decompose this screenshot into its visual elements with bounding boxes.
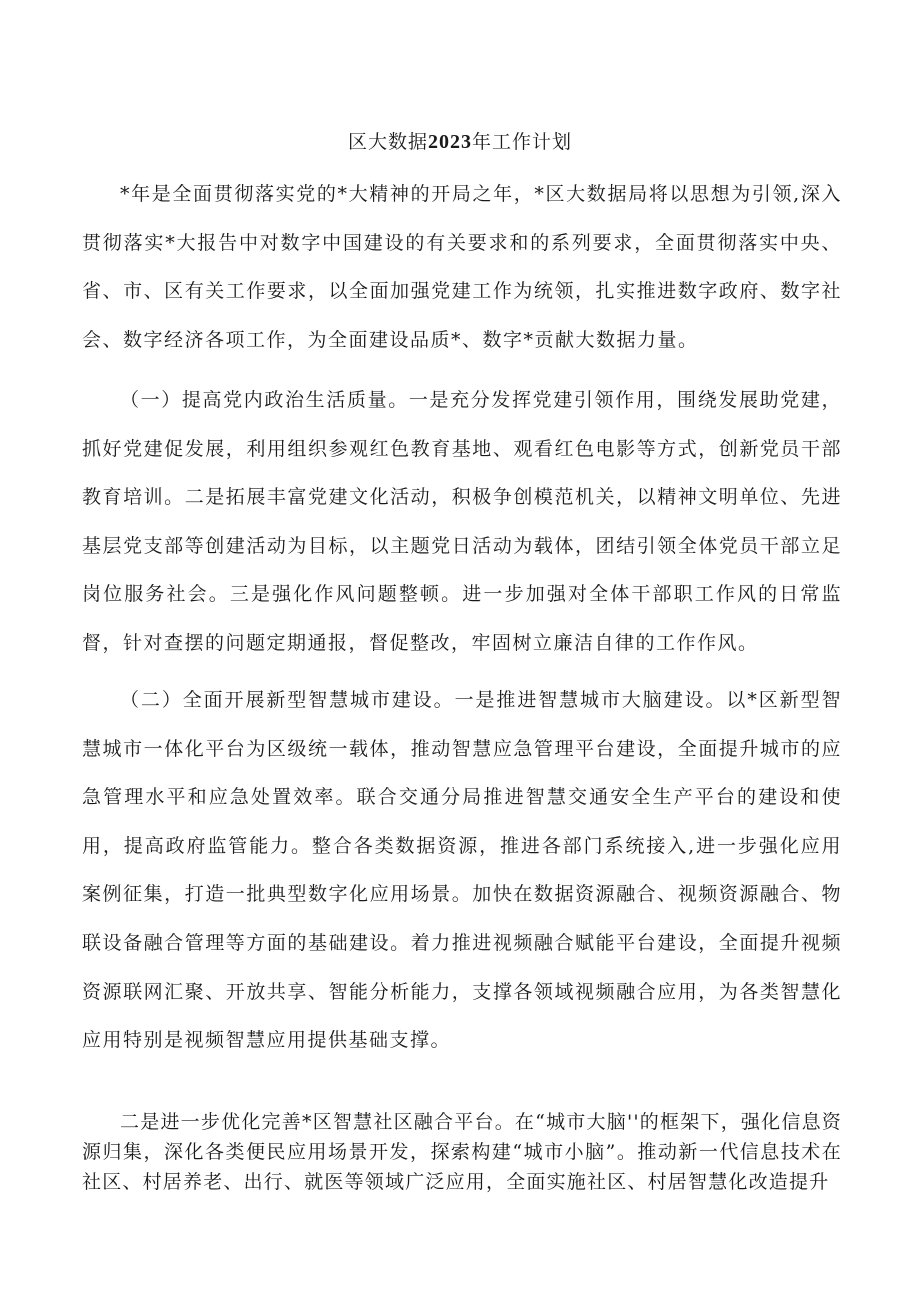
- title-year: 2023: [428, 131, 472, 153]
- paragraph-intro: *年是全面贯彻落实党的*大精神的开局之年，*区大数据局将以思想为引领,深入贯彻落实*大报告中对数字中国建设的有关要求和的系列要求，全面贯彻落实中央、省、市、区有关工作要求，以全面加强党建工作为统领，扎实推进数字政府、数字社会、数字经济各项工作，为全面建设品质*、数字*贡献大数据力量。: [82, 183, 842, 351]
- paragraph-party-building: （一）提高党内政治生活质量。一是充分发挥党建引领作用，围绕发展助党建，抓好党建促发展，利用组织参观红色教育基地、观看红色电影等方式，创新党员干部教育培训。二是拓展丰富党建文化活动，积极争创模范机关，以精神文明单位、先进基层党支部等创建活动为目标，以主题党日活动为载体，团结引领全体党员干部立足岗位服务社会。三是强化作风问题整顿。进一步加强对全体干部职工作风的日常监督，针对查摆的问题定期通报，督促整改，牢固树立廉洁自律的工作作风。: [82, 389, 842, 654]
- document-title: [0, 128, 920, 156]
- paragraph-smart-community: 二是进一步优化完善*区智慧社区融合平台。在“城市大脑''的框架下，强化信息资源归集，深化各类便民应用场景开发，探索构建“城市小脑”。推动新一代信息技术在社区、村居养老、出行、就医等领域广泛应用，全面实施社区、村居智慧化改造提升: [82, 1111, 842, 1193]
- title-suffix: 年工作计划: [472, 131, 573, 153]
- title-prefix: 区大数据: [347, 131, 428, 153]
- paragraph-smart-city: （二）全面开展新型智慧城市建设。一是推进智慧城市大脑建设。以*区新型智慧城市一体化平台为区级统一载体，推动智慧应急管理平台建设，全面提升城市的应急管理水平和应急处置效率。联合交通分局推进智慧交通安全生产平台的建设和使用，提高政府监管能力。整合各类数据资源，推进各部门系统接入,进一步强化应用案例征集，打造一批典型数字化应用场景。加快在数据资源融合、视频资源融合、物联设备融合管理等方面的基础建设。着力推进视频融合赋能平台建设，全面提升视频资源联网汇聚、开放共享、智能分析能力，支撑各领域视频融合应用，为各类智慧化应用特别是视频智慧应用提供基础支撑。: [82, 689, 842, 1052]
